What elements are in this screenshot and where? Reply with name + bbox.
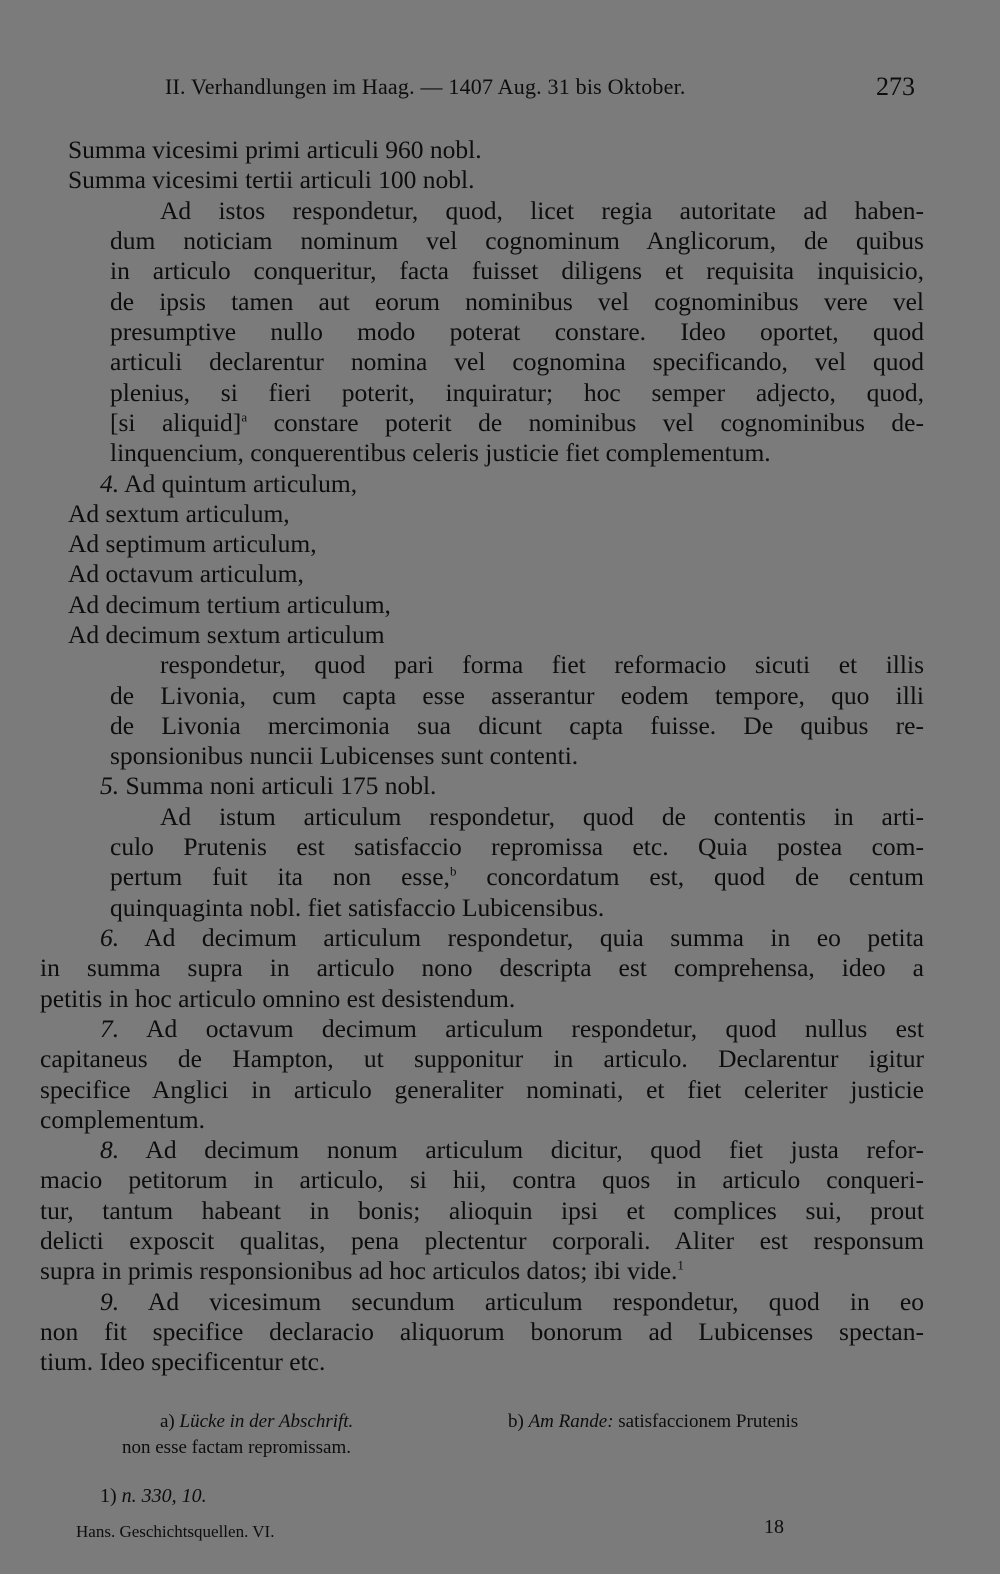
page-number: 273 [876, 72, 915, 101]
text-line: macio petitorum in articulo, si hii, contra quos in articulo conqueri- [40, 1165, 924, 1194]
text-line: tium. Ideo specificentur etc. [40, 1347, 326, 1376]
footnote-marker: 1 [677, 1257, 684, 1273]
text-line: Summa vicesimi primi articuli 960 nobl. [68, 135, 482, 164]
text-line: articuli declarentur nomina vel cognomina specificando, vel quod [110, 347, 924, 376]
text-line: Ad istos respondetur, quod, licet regia autoritate ad haben- [160, 196, 924, 225]
text-line: capitaneus de Hampton, ut supponitur in articulo. Declarentur igitur [40, 1044, 924, 1073]
text-line: delicti exposcit qualitas, pena plectentur corporali. Aliter est responsum [40, 1226, 924, 1255]
item-number: 7. [100, 1014, 120, 1043]
text-line: de Livonia mercimonia sua dicunt capta fuisse. De quibus re- [110, 711, 924, 740]
text-line: de ipsis tamen aut eorum nominibus vel cognominibus vere vel [110, 287, 924, 316]
text-line: complementum. [40, 1105, 206, 1134]
footnote-b: b) Am Rande: satisfaccionem Prutenis [508, 1411, 799, 1432]
text-line: Ad sextum articulum, [68, 499, 290, 528]
text-line: in summa supra in articulo nono descripta est comprehensa, ideo a [40, 953, 924, 982]
text-line: presumptive nullo modo poterat constare. Ideo oportet, quod [110, 317, 924, 346]
text-line: 6. Ad decimum articulum respondetur, quia summa in eo petita [100, 923, 925, 952]
text-line: de Livonia, cum capta esse asserantur eodem tempore, quo illi [110, 681, 924, 710]
footnote-marker: b [449, 863, 457, 879]
item-number: 9. [100, 1287, 120, 1316]
text-line: Ad septimum articulum, [68, 529, 317, 558]
text-line: sponsionibus nuncii Lubicenses sunt contenti. [110, 741, 579, 770]
text-line: Ad decimum sextum articulum [68, 620, 385, 649]
text-line: dum noticiam nominum vel cognominum Anglicorum, de quibus [110, 226, 924, 255]
text-line: Summa vicesimi tertii articuli 100 nobl. [68, 165, 475, 194]
running-title: II. Verhandlungen im Haag. — 1407 Aug. 31 bis Oktober. [165, 74, 686, 99]
signature-mark: 18 [764, 1516, 784, 1538]
text-line: Ad decimum tertium articulum, [68, 590, 391, 619]
text-line: pertum fuit ita non esse,$^b$ concordatum est, quod de centum [110, 862, 924, 891]
footnote-marker: a [241, 409, 248, 425]
text-line: plenius, si fieri poterit, inquiratur; hoc semper adjecto, quod, [110, 378, 924, 407]
footnote-a: a) Lücke in der Abschrift. [160, 1411, 354, 1432]
text-line: 4. Ad quintum articulum, [100, 469, 358, 498]
footnote-b-continued: non esse factam repromissam. [122, 1437, 351, 1458]
text-line: petitis in hoc articulo omnino est desistendum. [40, 984, 516, 1013]
text-line: in articulo conqueritur, facta fuisset diligens et requisita inquisicio, [110, 256, 924, 285]
text-line: quinquaginta nobl. fiet satisfaccio Lubicensibus. [110, 893, 605, 922]
footnote-1: 1) n. 330, 10. [100, 1485, 207, 1507]
item-number: 4. [100, 469, 120, 498]
text-line: non fit specifice declaracio aliquorum bonorum ad Lubicenses spectan- [40, 1317, 924, 1346]
series-title: Hans. Geschichtsquellen. VI. [76, 1522, 275, 1541]
text-line: supra in primis responsionibus ad hoc articulos datos; ibi vide.$^1$ [40, 1256, 684, 1285]
text-line: Ad octavum articulum, [68, 559, 304, 588]
text-line: 8. Ad decimum nonum articulum dicitur, quod fiet justa refor- [100, 1135, 924, 1164]
text-line: linquencium, conquerentibus celeris justicie fiet complementum. [110, 438, 771, 467]
text-line: 5. Summa noni articuli 175 nobl. [100, 771, 437, 800]
item-number: 8. [100, 1135, 120, 1164]
text-line: Ad istum articulum respondetur, quod de contentis in arti- [160, 802, 924, 831]
text-line: 7. Ad octavum decimum articulum respondetur, quod nullus est [100, 1014, 925, 1043]
text-line: culo Prutenis est satisfaccio repromissa etc. Quia postea com- [110, 832, 924, 861]
text-line: respondetur, quod pari forma fiet reformacio sicuti et illis [160, 650, 924, 679]
item-number: 6. [100, 923, 120, 952]
text-line: specifice Anglici in articulo generaliter nominati, et fiet celeriter justicie [40, 1075, 924, 1104]
text-line: tur, tantum habeant in bonis; alioquin ipsi et complices sui, prout [40, 1196, 924, 1225]
text-line: [si aliquid]$^a$ constare poterit de nominibus vel cognominibus de- [110, 408, 924, 437]
text-line: 9. Ad vicesimum secundum articulum respondetur, quod in eo [100, 1287, 925, 1316]
item-number: 5. [100, 771, 120, 800]
